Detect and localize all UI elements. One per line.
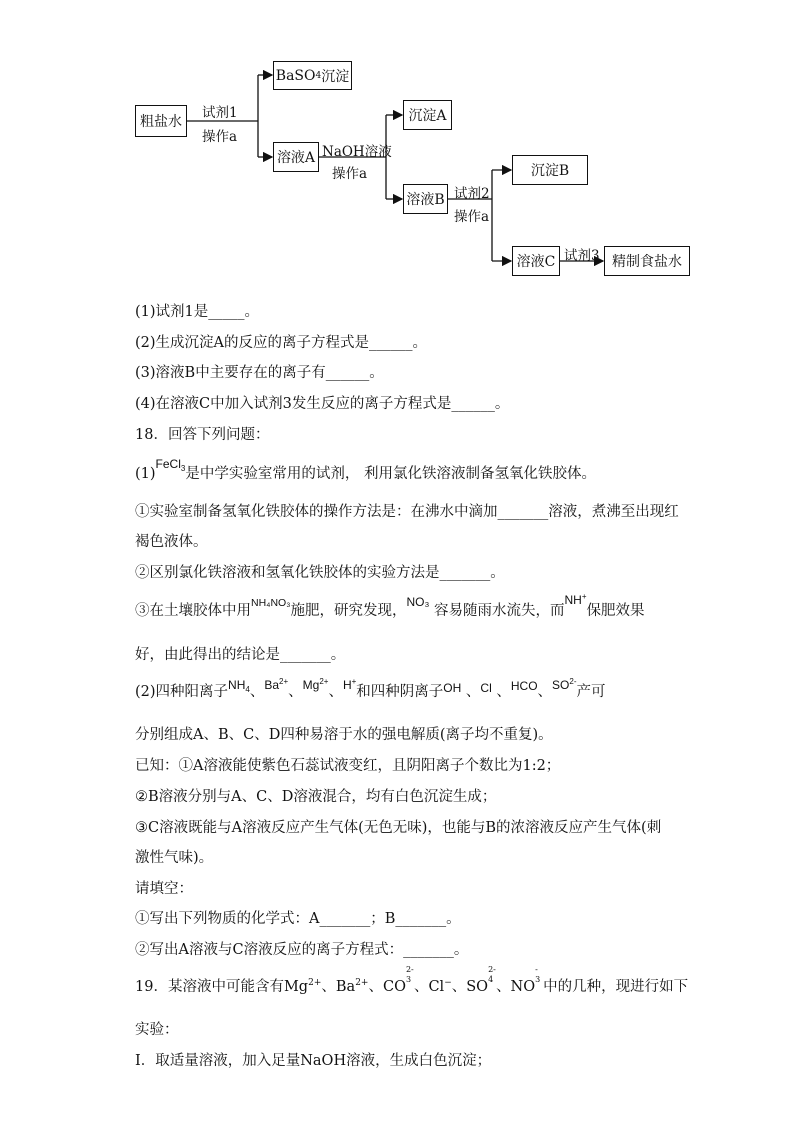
refined-brine-box: 精制食盐水 (604, 246, 690, 276)
q18-fill-2: ②写出A溶液与C溶液反应的离子方程式：_______。 (135, 942, 469, 958)
q19-so4-sub: 4 (488, 975, 494, 984)
q19-intro-end: 中的几种，现进行如下 (543, 979, 689, 995)
q19-mg-sup: 2+ (308, 978, 322, 988)
reagent1-label: 试剂1 (202, 105, 238, 121)
fecl3-formula (156, 457, 186, 471)
crude-brine-box: 粗盐水 (135, 105, 187, 137)
q19-no3-sub: 3 (535, 975, 541, 984)
q19-co3-sub: 3 (405, 975, 412, 984)
nh4no3-formula: NH₄NO₃ (251, 597, 291, 609)
q19-line1 (135, 965, 689, 996)
q19-co3-sup: 2- (405, 965, 414, 974)
nh4-ion (564, 593, 586, 607)
q19-so4-scripts (488, 965, 496, 991)
fecl3-text: FeCl (155, 457, 181, 471)
q17-item-1: (1)试剂1是_____。 (135, 304, 260, 320)
ion-nh4 (228, 678, 250, 692)
naoh-solution-label: NaOH溶液 (322, 144, 392, 160)
ion-mg-sup: 2+ (319, 677, 329, 686)
ion-mg (303, 678, 329, 692)
q18-part2-line1: (2)四种阳离子$^{NH_4}$、$^{Ba^{2+}}$、$^{Mg^{2+}}$、$^{H^+}$和四种阴离子$^{OH}$ 、$^{Cl}$ 、$^{HCO}$、$^{SO^{2-}}$产可 (135, 677, 606, 700)
precipitate-a-box: 沉淀A (403, 100, 452, 130)
no3-ion: NO₃ (406, 595, 430, 609)
fecl3-subscript: 3 (180, 464, 186, 473)
operation-a-label-2: 操作a (332, 166, 368, 182)
q18-c2: ②区别氯化铁溶液和氢氧化铁胶体的实验方法是_______。 (135, 565, 505, 581)
q18-fill-1: ①写出下列物质的化学式：A_______；B_______。 (135, 911, 461, 927)
q19-so4-sup: 2- (488, 965, 496, 974)
reagent3-label: 试剂3 (564, 248, 600, 264)
baso4-label: BaSO (275, 67, 316, 84)
q17-item-4: (4)在溶液C中加入试剂3发生反应的离子方程式是______。 (135, 396, 510, 412)
q18-known-2: ②B溶液分别与A、C、D溶液混合，均有白色沉淀生成； (135, 789, 497, 805)
ion-so4-text: SO (552, 678, 570, 692)
q18-c3-text-d: 保肥效果 (586, 603, 645, 619)
q18-title: 18．回答下列问题： (135, 427, 270, 443)
q18-part1-number: (1) (135, 466, 156, 482)
ion-ba (264, 678, 288, 692)
q18-part1-intro (135, 457, 596, 483)
ion-cl: Cl (480, 681, 492, 695)
q19-co3-scripts (405, 965, 414, 991)
ion-h (343, 678, 356, 692)
q17-item-2: (2)生成沉淀A的反应的离子方程式是______。 (135, 335, 428, 351)
q19-no3-sup: - (535, 965, 538, 974)
q18-c1-line1: ①实验室制备氢氧化铁胶体的操作方法是：在沸水中滴加_______溶液，煮沸至出现红 (135, 504, 679, 520)
solution-b-box: 溶液B (403, 184, 448, 214)
q19-ba-sup: 2+ (355, 978, 369, 988)
q19-co3: 、CO (368, 979, 406, 995)
operation-a-label-1: 操作a (202, 129, 238, 145)
baso4-subscript: 4 (315, 70, 322, 81)
baso4-precipitate-label: 沉淀 (321, 68, 350, 85)
q19-line2: 实验： (135, 1022, 179, 1038)
q18-part2-tail: 产可 (576, 684, 606, 700)
ion-hco3: HCO (510, 679, 538, 693)
q18-fill-prompt: 请填空： (135, 881, 193, 897)
q19-cl: 、Cl (413, 979, 445, 995)
ion-so4 (552, 678, 576, 692)
q18-c3-line1 (135, 592, 645, 620)
nh4-text: NH (564, 593, 582, 607)
reagent2-label: 试剂2 (454, 186, 490, 202)
q18-part2-line2: 分别组成A、B、C、D四种易溶于水的强电解质(离子均不重复)。 (135, 727, 553, 743)
flowchart (0, 0, 800, 290)
operation-a-label-3: 操作a (454, 209, 490, 225)
q18-known-3-line1: ③C溶液既能与A溶液反应产生气体(无色无味)，也能与B的浓溶液反应产生气体(刺 (135, 820, 662, 836)
q17-item-3: (3)溶液B中主要存在的离子有______。 (135, 365, 384, 381)
q18-part2-intro: (2)四种阳离子 (135, 684, 229, 700)
q18-c1-line2: 褐色液体。 (135, 534, 208, 550)
ion-nh4-subscript: 4 (245, 685, 250, 694)
q18-c3-text-c: 容易随雨水流失，而 (433, 603, 565, 619)
precipitate-b-box: 沉淀B (512, 155, 588, 185)
q18-part2-anion-intro: 和四种阴离子 (356, 684, 444, 700)
ion-h-text: H (342, 678, 352, 692)
q19-step-1: Ⅰ．取适量溶液，加入足量NaOH溶液，生成白色沉淀； (135, 1053, 492, 1069)
nh4-superscript: + (581, 592, 587, 601)
q19-so4: 、SO (451, 979, 489, 995)
q19-cl-sup: − (444, 978, 452, 988)
solution-a-box: 溶液A (273, 142, 319, 172)
q18-c3-text-b: 施肥，研究发现， (290, 603, 407, 619)
q18-part1-text: 是中学实验室常用的试剂， 利用氯化铁溶液制备氢氧化铁胶体。 (185, 466, 596, 482)
q18-c3-line2: 好，由此得出的结论是_______。 (135, 647, 346, 663)
ion-h-sup: + (351, 677, 357, 686)
ion-nh4-text: NH (228, 678, 246, 692)
ion-mg-text: Mg (302, 678, 320, 692)
q18-known-3-line2: 激性气味)。 (135, 850, 214, 866)
q19-intro: 19．某溶液中可能含有Mg (135, 979, 309, 995)
q18-c3-text-a: ③在土壤胶体中用 (135, 603, 251, 619)
ion-oh: OH (443, 681, 462, 695)
ion-ba-text: Ba (264, 678, 280, 692)
q19-no3: 、NO (496, 979, 536, 995)
solution-c-box: 溶液C (512, 246, 560, 276)
q19-ba: 、Ba (321, 979, 356, 995)
ion-so4-sup: 2- (569, 677, 577, 686)
baso4-precipitate-box (273, 61, 352, 90)
q19-no3-scripts (535, 965, 543, 991)
ion-ba-sup: 2+ (279, 677, 289, 686)
q18-known-1: 已知：①A溶液能使紫色石蕊试液变红，且阴阳离子个数比为1:2； (135, 758, 561, 774)
